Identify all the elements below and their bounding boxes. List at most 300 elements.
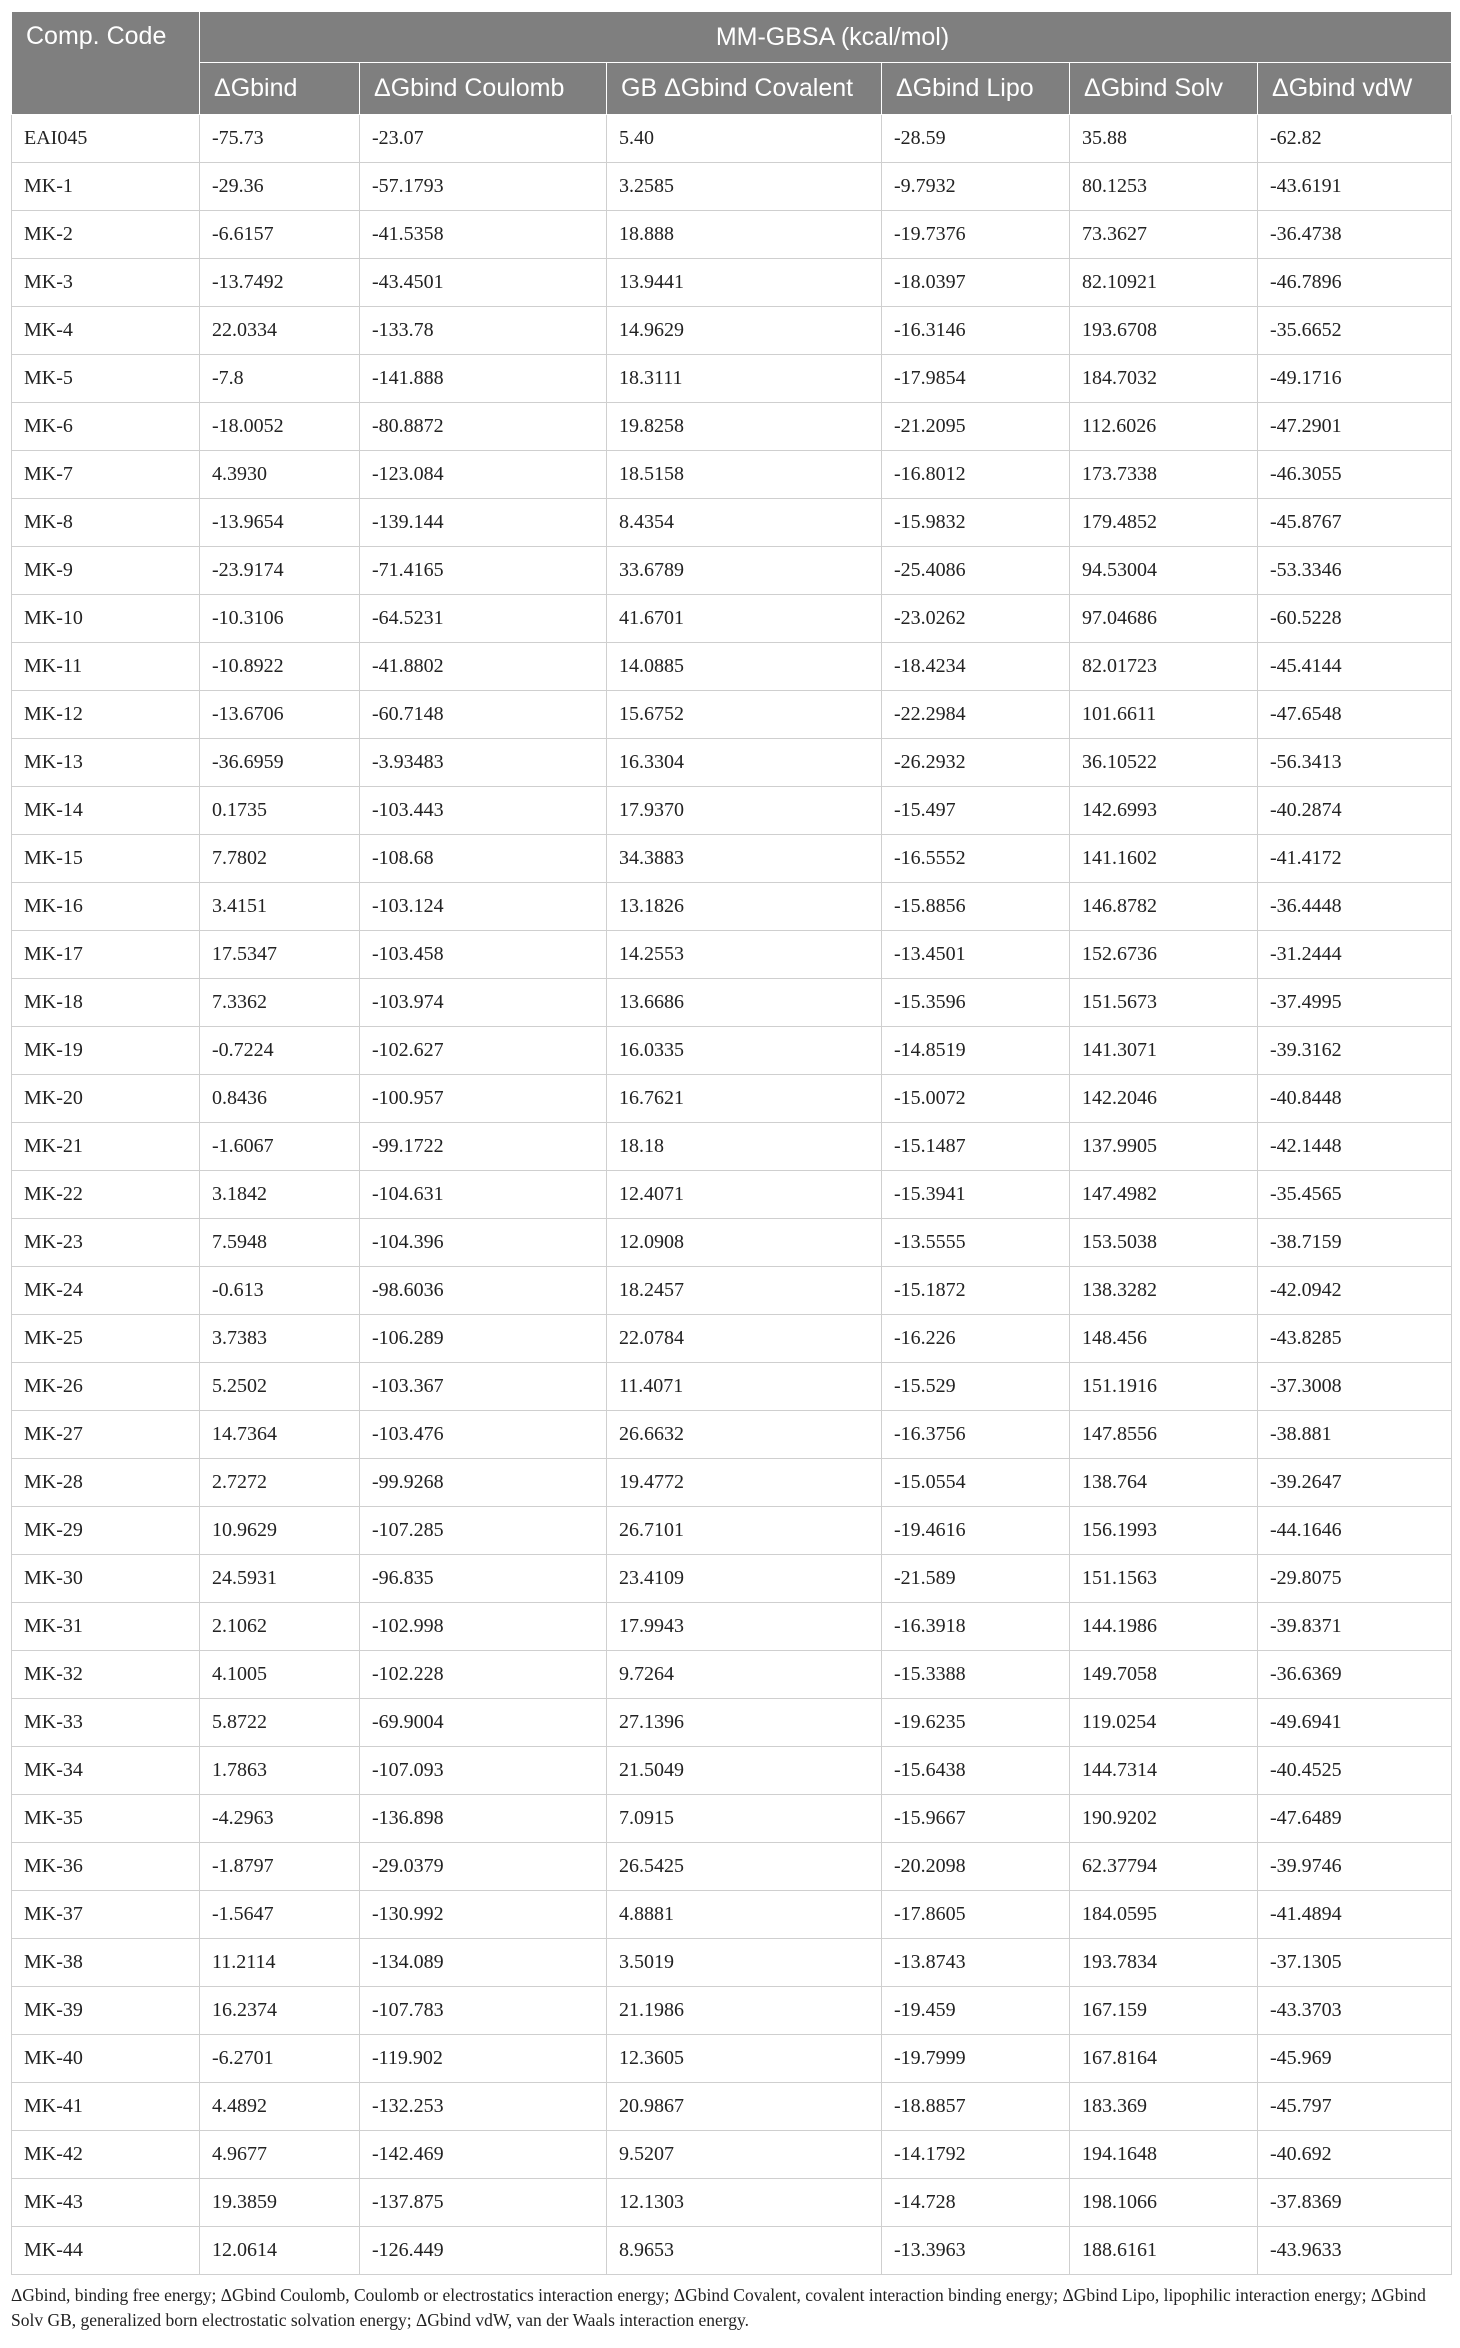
gb-dgbind-covalent-cell: 18.18 [607,1123,882,1171]
dgbind-vdw-cell: -47.2901 [1258,403,1452,451]
dgbind-vdw-cell: -36.4448 [1258,883,1452,931]
dgbind-lipo-cell: -15.529 [882,1363,1070,1411]
dgbind-vdw-cell: -60.5228 [1258,595,1452,643]
dgbind-lipo-cell: -19.7999 [882,2035,1070,2083]
table-row [12,931,1452,979]
dgbind-vdw-cell: -42.0942 [1258,1267,1452,1315]
dgbind-vdw-cell: -36.4738 [1258,211,1452,259]
dgbind-coulomb-cell: -69.9004 [360,1699,607,1747]
dgbind-coulomb-cell: -96.835 [360,1555,607,1603]
table-row [12,2179,1452,2227]
comp-code-cell: MK-23 [12,1219,200,1267]
comp-code-cell: MK-29 [12,1507,200,1555]
dgbind-vdw-cell: -46.7896 [1258,259,1452,307]
dgbind-lipo-cell: -19.7376 [882,211,1070,259]
dgbind-cell: -7.8 [200,355,360,403]
table-row [12,451,1452,499]
comp-code-cell: MK-10 [12,595,200,643]
dgbind-coulomb-cell: -141.888 [360,355,607,403]
dgbind-vdw-cell: -45.8767 [1258,499,1452,547]
gb-dgbind-covalent-cell: 34.3883 [607,835,882,883]
dgbind-vdw-cell: -31.2444 [1258,931,1452,979]
dgbind-cell: 14.7364 [200,1411,360,1459]
table-row [12,1939,1452,1987]
dgbind-solv-cell: 101.6611 [1070,691,1258,739]
table-row [12,1363,1452,1411]
table-body [12,115,1452,2275]
dgbind-cell: 7.7802 [200,835,360,883]
dgbind-solv-cell: 151.1563 [1070,1555,1258,1603]
gb-dgbind-covalent-cell: 18.5158 [607,451,882,499]
dgbind-cell: 2.1062 [200,1603,360,1651]
dgbind-coulomb-cell: -41.5358 [360,211,607,259]
dgbind-cell: 1.7863 [200,1747,360,1795]
dgbind-lipo-cell: -13.3963 [882,2227,1070,2275]
comp-code-cell: MK-17 [12,931,200,979]
dgbind-vdw-cell: -40.4525 [1258,1747,1452,1795]
dgbind-lipo-cell: -15.9667 [882,1795,1070,1843]
dgbind-coulomb-cell: -102.627 [360,1027,607,1075]
dgbind-cell: 0.1735 [200,787,360,835]
dgbind-solv-cell: 62.37794 [1070,1843,1258,1891]
dgbind-coulomb-cell: -41.8802 [360,643,607,691]
dgbind-coulomb-cell: -139.144 [360,499,607,547]
table-row [12,1459,1452,1507]
gb-dgbind-covalent-cell: 12.1303 [607,2179,882,2227]
header-mmgbsa-group: MM-GBSA (kcal/mol) [200,12,1452,63]
table-row [12,2035,1452,2083]
gb-dgbind-covalent-cell: 18.888 [607,211,882,259]
gb-dgbind-covalent-cell: 15.6752 [607,691,882,739]
header-dgbind-vdw: ΔGbind vdW [1258,63,1452,115]
dgbind-coulomb-cell: -57.1793 [360,163,607,211]
gb-dgbind-covalent-cell: 26.5425 [607,1843,882,1891]
dgbind-solv-cell: 144.7314 [1070,1747,1258,1795]
dgbind-vdw-cell: -46.3055 [1258,451,1452,499]
dgbind-lipo-cell: -26.2932 [882,739,1070,787]
comp-code-cell: MK-3 [12,259,200,307]
comp-code-cell: MK-18 [12,979,200,1027]
dgbind-vdw-cell: -45.969 [1258,2035,1452,2083]
comp-code-cell: MK-28 [12,1459,200,1507]
comp-code-cell: MK-20 [12,1075,200,1123]
comp-code-cell: MK-12 [12,691,200,739]
dgbind-vdw-cell: -37.1305 [1258,1939,1452,1987]
gb-dgbind-covalent-cell: 14.2553 [607,931,882,979]
dgbind-vdw-cell: -45.797 [1258,2083,1452,2131]
dgbind-solv-cell: 184.0595 [1070,1891,1258,1939]
dgbind-coulomb-cell: -107.783 [360,1987,607,2035]
table-row [12,499,1452,547]
dgbind-coulomb-cell: -103.124 [360,883,607,931]
table-row [12,2083,1452,2131]
dgbind-cell: -6.2701 [200,2035,360,2083]
dgbind-cell: -1.6067 [200,1123,360,1171]
dgbind-coulomb-cell: -103.458 [360,931,607,979]
dgbind-coulomb-cell: -43.4501 [360,259,607,307]
mmgbsa-table [11,11,1452,2275]
table-row [12,259,1452,307]
dgbind-cell: 4.3930 [200,451,360,499]
dgbind-cell: 4.9677 [200,2131,360,2179]
dgbind-vdw-cell: -39.2647 [1258,1459,1452,1507]
dgbind-lipo-cell: -15.1487 [882,1123,1070,1171]
gb-dgbind-covalent-cell: 9.7264 [607,1651,882,1699]
table-row [12,1267,1452,1315]
dgbind-cell: 17.5347 [200,931,360,979]
dgbind-cell: -10.8922 [200,643,360,691]
table-row [12,115,1452,163]
dgbind-vdw-cell: -49.6941 [1258,1699,1452,1747]
dgbind-cell: -36.6959 [200,739,360,787]
dgbind-solv-cell: 144.1986 [1070,1603,1258,1651]
dgbind-vdw-cell: -37.4995 [1258,979,1452,1027]
comp-code-cell: MK-22 [12,1171,200,1219]
gb-dgbind-covalent-cell: 12.4071 [607,1171,882,1219]
dgbind-lipo-cell: -15.8856 [882,883,1070,931]
dgbind-solv-cell: 167.8164 [1070,2035,1258,2083]
header-dgbind-coulomb: ΔGbind Coulomb [360,63,607,115]
gb-dgbind-covalent-cell: 18.3111 [607,355,882,403]
dgbind-coulomb-cell: -132.253 [360,2083,607,2131]
comp-code-cell: MK-31 [12,1603,200,1651]
dgbind-solv-cell: 141.3071 [1070,1027,1258,1075]
dgbind-lipo-cell: -17.9854 [882,355,1070,403]
table-row [12,211,1452,259]
dgbind-solv-cell: 173.7338 [1070,451,1258,499]
dgbind-solv-cell: 142.6993 [1070,787,1258,835]
table-row [12,1171,1452,1219]
dgbind-coulomb-cell: -23.07 [360,115,607,163]
table-row [12,547,1452,595]
dgbind-solv-cell: 97.04686 [1070,595,1258,643]
table-row [12,1027,1452,1075]
table-row [12,1219,1452,1267]
dgbind-lipo-cell: -14.728 [882,2179,1070,2227]
comp-code-cell: MK-38 [12,1939,200,1987]
dgbind-vdw-cell: -40.8448 [1258,1075,1452,1123]
dgbind-lipo-cell: -15.497 [882,787,1070,835]
dgbind-coulomb-cell: -98.6036 [360,1267,607,1315]
table-row [12,355,1452,403]
dgbind-coulomb-cell: -64.5231 [360,595,607,643]
comp-code-cell: MK-44 [12,2227,200,2275]
gb-dgbind-covalent-cell: 13.6686 [607,979,882,1027]
dgbind-vdw-cell: -39.8371 [1258,1603,1452,1651]
gb-dgbind-covalent-cell: 12.3605 [607,2035,882,2083]
header-row-1 [12,12,1452,63]
dgbind-cell: 24.5931 [200,1555,360,1603]
comp-code-cell: MK-43 [12,2179,200,2227]
dgbind-solv-cell: 36.10522 [1070,739,1258,787]
dgbind-cell: -0.613 [200,1267,360,1315]
dgbind-cell: 4.4892 [200,2083,360,2131]
dgbind-coulomb-cell: -3.93483 [360,739,607,787]
dgbind-lipo-cell: -20.2098 [882,1843,1070,1891]
dgbind-cell: 2.7272 [200,1459,360,1507]
dgbind-coulomb-cell: -133.78 [360,307,607,355]
dgbind-cell: -4.2963 [200,1795,360,1843]
dgbind-vdw-cell: -62.82 [1258,115,1452,163]
dgbind-lipo-cell: -15.9832 [882,499,1070,547]
dgbind-lipo-cell: -28.59 [882,115,1070,163]
gb-dgbind-covalent-cell: 11.4071 [607,1363,882,1411]
dgbind-vdw-cell: -47.6489 [1258,1795,1452,1843]
dgbind-coulomb-cell: -71.4165 [360,547,607,595]
comp-code-cell: MK-13 [12,739,200,787]
dgbind-cell: 3.4151 [200,883,360,931]
dgbind-solv-cell: 147.8556 [1070,1411,1258,1459]
dgbind-lipo-cell: -23.0262 [882,595,1070,643]
dgbind-coulomb-cell: -80.8872 [360,403,607,451]
gb-dgbind-covalent-cell: 3.5019 [607,1939,882,1987]
table-row [12,883,1452,931]
dgbind-cell: -29.36 [200,163,360,211]
dgbind-vdw-cell: -39.9746 [1258,1843,1452,1891]
table-row [12,595,1452,643]
dgbind-solv-cell: 198.1066 [1070,2179,1258,2227]
table-row [12,1507,1452,1555]
dgbind-cell: -1.5647 [200,1891,360,1939]
dgbind-solv-cell: 35.88 [1070,115,1258,163]
table-row [12,1075,1452,1123]
gb-dgbind-covalent-cell: 9.5207 [607,2131,882,2179]
comp-code-cell: MK-41 [12,2083,200,2131]
dgbind-vdw-cell: -37.8369 [1258,2179,1452,2227]
table-container [11,11,1451,2333]
table-row [12,835,1452,883]
comp-code-cell: MK-25 [12,1315,200,1363]
comp-code-cell: EAI045 [12,115,200,163]
gb-dgbind-covalent-cell: 27.1396 [607,1699,882,1747]
gb-dgbind-covalent-cell: 17.9370 [607,787,882,835]
dgbind-vdw-cell: -38.881 [1258,1411,1452,1459]
dgbind-coulomb-cell: -126.449 [360,2227,607,2275]
table-row [12,691,1452,739]
dgbind-cell: -23.9174 [200,547,360,595]
dgbind-vdw-cell: -44.1646 [1258,1507,1452,1555]
table-header [12,12,1452,115]
dgbind-coulomb-cell: -104.631 [360,1171,607,1219]
gb-dgbind-covalent-cell: 26.6632 [607,1411,882,1459]
dgbind-vdw-cell: -41.4894 [1258,1891,1452,1939]
gb-dgbind-covalent-cell: 3.2585 [607,163,882,211]
dgbind-lipo-cell: -16.3146 [882,307,1070,355]
header-gb-dgbind-covalent: GB ΔGbind Covalent [607,63,882,115]
table-row [12,307,1452,355]
dgbind-solv-cell: 193.6708 [1070,307,1258,355]
dgbind-coulomb-cell: -123.084 [360,451,607,499]
table-row [12,979,1452,1027]
dgbind-cell: -10.3106 [200,595,360,643]
comp-code-cell: MK-1 [12,163,200,211]
dgbind-cell: 0.8436 [200,1075,360,1123]
dgbind-solv-cell: 112.6026 [1070,403,1258,451]
table-row [12,1555,1452,1603]
dgbind-lipo-cell: -13.5555 [882,1219,1070,1267]
dgbind-coulomb-cell: -108.68 [360,835,607,883]
dgbind-solv-cell: 184.7032 [1070,355,1258,403]
header-comp-code: Comp. Code [12,12,200,115]
dgbind-coulomb-cell: -104.396 [360,1219,607,1267]
dgbind-lipo-cell: -14.1792 [882,2131,1070,2179]
dgbind-cell: 5.2502 [200,1363,360,1411]
comp-code-cell: MK-15 [12,835,200,883]
dgbind-vdw-cell: -35.4565 [1258,1171,1452,1219]
dgbind-vdw-cell: -37.3008 [1258,1363,1452,1411]
dgbind-coulomb-cell: -103.476 [360,1411,607,1459]
table-row [12,1411,1452,1459]
dgbind-cell: 4.1005 [200,1651,360,1699]
table-row [12,1651,1452,1699]
dgbind-cell: 10.9629 [200,1507,360,1555]
comp-code-cell: MK-39 [12,1987,200,2035]
dgbind-lipo-cell: -13.4501 [882,931,1070,979]
dgbind-solv-cell: 146.8782 [1070,883,1258,931]
dgbind-lipo-cell: -16.3756 [882,1411,1070,1459]
table-row [12,1603,1452,1651]
dgbind-vdw-cell: -38.7159 [1258,1219,1452,1267]
dgbind-coulomb-cell: -100.957 [360,1075,607,1123]
gb-dgbind-covalent-cell: 16.7621 [607,1075,882,1123]
dgbind-solv-cell: 156.1993 [1070,1507,1258,1555]
dgbind-solv-cell: 147.4982 [1070,1171,1258,1219]
dgbind-lipo-cell: -14.8519 [882,1027,1070,1075]
gb-dgbind-covalent-cell: 20.9867 [607,2083,882,2131]
table-row [12,403,1452,451]
dgbind-cell: -13.7492 [200,259,360,307]
gb-dgbind-covalent-cell: 13.9441 [607,259,882,307]
dgbind-solv-cell: 138.3282 [1070,1267,1258,1315]
dgbind-lipo-cell: -15.3596 [882,979,1070,1027]
comp-code-cell: MK-35 [12,1795,200,1843]
dgbind-coulomb-cell: -134.089 [360,1939,607,1987]
dgbind-vdw-cell: -53.3346 [1258,547,1452,595]
dgbind-coulomb-cell: -103.974 [360,979,607,1027]
gb-dgbind-covalent-cell: 17.9943 [607,1603,882,1651]
dgbind-vdw-cell: -56.3413 [1258,739,1452,787]
dgbind-lipo-cell: -15.0072 [882,1075,1070,1123]
gb-dgbind-covalent-cell: 16.0335 [607,1027,882,1075]
gb-dgbind-covalent-cell: 18.2457 [607,1267,882,1315]
dgbind-solv-cell: 94.53004 [1070,547,1258,595]
header-dgbind-lipo: ΔGbind Lipo [882,63,1070,115]
dgbind-solv-cell: 73.3627 [1070,211,1258,259]
dgbind-cell: 22.0334 [200,307,360,355]
header-dgbind-solv: ΔGbind Solv [1070,63,1258,115]
table-row [12,1747,1452,1795]
dgbind-vdw-cell: -40.2874 [1258,787,1452,835]
comp-code-cell: MK-2 [12,211,200,259]
gb-dgbind-covalent-cell: 5.40 [607,115,882,163]
dgbind-vdw-cell: -42.1448 [1258,1123,1452,1171]
dgbind-coulomb-cell: -107.285 [360,1507,607,1555]
dgbind-vdw-cell: -40.692 [1258,2131,1452,2179]
gb-dgbind-covalent-cell: 14.9629 [607,307,882,355]
gb-dgbind-covalent-cell: 7.0915 [607,1795,882,1843]
comp-code-cell: MK-14 [12,787,200,835]
dgbind-lipo-cell: -19.4616 [882,1507,1070,1555]
dgbind-lipo-cell: -13.8743 [882,1939,1070,1987]
dgbind-solv-cell: 193.7834 [1070,1939,1258,1987]
gb-dgbind-covalent-cell: 8.9653 [607,2227,882,2275]
dgbind-vdw-cell: -43.6191 [1258,163,1452,211]
gb-dgbind-covalent-cell: 23.4109 [607,1555,882,1603]
dgbind-cell: 3.1842 [200,1171,360,1219]
dgbind-coulomb-cell: -136.898 [360,1795,607,1843]
table-row [12,1987,1452,2035]
comp-code-cell: MK-40 [12,2035,200,2083]
dgbind-solv-cell: 138.764 [1070,1459,1258,1507]
dgbind-cell: -18.0052 [200,403,360,451]
dgbind-coulomb-cell: -99.1722 [360,1123,607,1171]
dgbind-cell: -13.9654 [200,499,360,547]
dgbind-solv-cell: 119.0254 [1070,1699,1258,1747]
gb-dgbind-covalent-cell: 19.8258 [607,403,882,451]
dgbind-coulomb-cell: -60.7148 [360,691,607,739]
dgbind-coulomb-cell: -130.992 [360,1891,607,1939]
dgbind-vdw-cell: -29.8075 [1258,1555,1452,1603]
dgbind-coulomb-cell: -29.0379 [360,1843,607,1891]
dgbind-lipo-cell: -17.8605 [882,1891,1070,1939]
dgbind-solv-cell: 149.7058 [1070,1651,1258,1699]
comp-code-cell: MK-34 [12,1747,200,1795]
dgbind-solv-cell: 190.9202 [1070,1795,1258,1843]
gb-dgbind-covalent-cell: 41.6701 [607,595,882,643]
dgbind-lipo-cell: -16.226 [882,1315,1070,1363]
dgbind-solv-cell: 137.9905 [1070,1123,1258,1171]
dgbind-solv-cell: 82.01723 [1070,643,1258,691]
table-row [12,2131,1452,2179]
table-row [12,1315,1452,1363]
comp-code-cell: MK-16 [12,883,200,931]
dgbind-cell: 12.0614 [200,2227,360,2275]
dgbind-solv-cell: 148.456 [1070,1315,1258,1363]
dgbind-lipo-cell: -19.6235 [882,1699,1070,1747]
dgbind-vdw-cell: -45.4144 [1258,643,1452,691]
dgbind-cell: -0.7224 [200,1027,360,1075]
dgbind-vdw-cell: -41.4172 [1258,835,1452,883]
dgbind-vdw-cell: -43.8285 [1258,1315,1452,1363]
gb-dgbind-covalent-cell: 33.6789 [607,547,882,595]
dgbind-lipo-cell: -15.6438 [882,1747,1070,1795]
gb-dgbind-covalent-cell: 19.4772 [607,1459,882,1507]
dgbind-lipo-cell: -18.0397 [882,259,1070,307]
table-row [12,643,1452,691]
dgbind-solv-cell: 152.6736 [1070,931,1258,979]
dgbind-lipo-cell: -19.459 [882,1987,1070,2035]
dgbind-coulomb-cell: -99.9268 [360,1459,607,1507]
table-row [12,1123,1452,1171]
dgbind-solv-cell: 80.1253 [1070,163,1258,211]
dgbind-coulomb-cell: -107.093 [360,1747,607,1795]
dgbind-cell: 16.2374 [200,1987,360,2035]
dgbind-lipo-cell: -18.8857 [882,2083,1070,2131]
dgbind-cell: 3.7383 [200,1315,360,1363]
dgbind-vdw-cell: -35.6652 [1258,307,1452,355]
dgbind-solv-cell: 179.4852 [1070,499,1258,547]
dgbind-lipo-cell: -15.3941 [882,1171,1070,1219]
dgbind-solv-cell: 153.5038 [1070,1219,1258,1267]
dgbind-coulomb-cell: -103.367 [360,1363,607,1411]
dgbind-cell: 11.2114 [200,1939,360,1987]
dgbind-lipo-cell: -15.0554 [882,1459,1070,1507]
dgbind-coulomb-cell: -102.998 [360,1603,607,1651]
dgbind-vdw-cell: -43.9633 [1258,2227,1452,2275]
dgbind-vdw-cell: -47.6548 [1258,691,1452,739]
comp-code-cell: MK-37 [12,1891,200,1939]
comp-code-cell: MK-19 [12,1027,200,1075]
